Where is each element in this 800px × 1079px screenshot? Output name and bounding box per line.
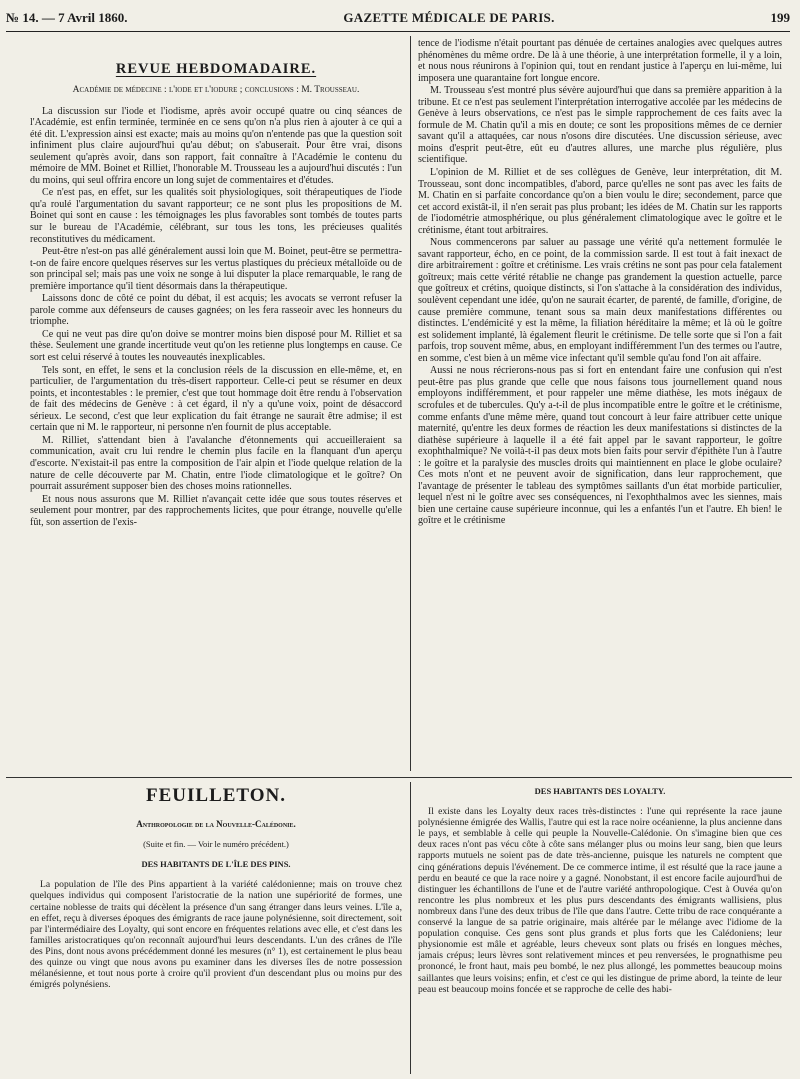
issue-date: № 14. — 7 Avril 1860.	[6, 10, 128, 25]
feuilleton-title: FEUILLETON.	[146, 786, 286, 806]
column-divider	[410, 782, 411, 1074]
feuilleton-subtitle: Anthropologie de la Nouvelle-Calédonie.	[136, 819, 296, 830]
section-heading: DES HABITANTS DE L'ÎLE DES PINS.	[141, 859, 291, 870]
revue-column-right	[418, 38, 782, 771]
section-heading: DES HABITANTS DES LOYALTY.	[534, 786, 666, 796]
feuilleton-column-left	[30, 786, 402, 1072]
paragraph: Peut-être n'est-on pas allé généralement aussi loin que M. Boinet, peut-être se permettra-t-on de faire encore quelques réserves sur les vertus plastiques du précieux métalloïde ou de son principal sel; mais pas une voix ne songe à lui disputer la place remarquable, le rang de première importance qu'il tient désormais dans la thérapeutique.	[30, 246, 402, 292]
page-number: 199	[770, 10, 790, 25]
revue-column-left	[30, 62, 402, 770]
paragraph: tence de l'iodisme n'était pourtant pas dénuée de certaines analogies avec quelques autres phénomènes du même ordre. De là à une théorie, à une interprétation formelle, il y a loin, et nous nous réunirons à l'opinion qui, tout en rendant justice à l'aperçu en lui-même, lui imposera une quarantaine fort longue encore.	[418, 38, 782, 84]
paragraph: Il existe dans les Loyalty deux races très-distinctes : l'une qui représente la race jaune polynésienne émigrée des Wallis, l'autre qui est la race noire océanienne, la plus ancienne dans le pays, et semblable à celle qui peuple la Nouvelle-Calédonie. On s'imagine bien que ces deux races n'ont pas vécu côte à côte sans mélanger plus ou moins leur sang, bien que leurs rapports mutuels ne soient pas de date très-ancienne, puisque les naturels ne comptent que cinq générations depuis l'événement. De ce commerce intime, il est résulté que la race jaune a perdu en beauté ce que la race noire y a gagné. Nonobstant, il est encore facile aujourd'hui de distinguer les échantillons de l'une et de l'autre variété anthropologique. C'est à Ouvéa qu'on rencontre les plus nombreux et les plus purs descendants des émigrants wallisiens, plus nombreux dans l'une des deux tribus de l'île que dans l'autre. Cette tribu de race conquérante a conservé la langue de sa patrie originaire, mais altérée par le mélange avec l'idiome de la population conquise. Ces gens sont plus grands et plus forts que les Calédoniens; leur physionomie est mâle et agréable, leurs cheveux sont plats ou frisés en longues mèches, jamais crépus; leurs lèvres sont relativement minces et peu renversées, le prognathisme peu prononcé, le front haut, mais peu bombé, le nez plus allongé, les pommettes beaucoup moins saillantes que leurs voisins; enfin, et c'est ce qui les distingue de prime abord, la teinte de leur peau est beaucoup moins foncée et se rapproche de celle des habi-	[418, 806, 782, 995]
paragraph: La population de l'île des Pins appartient à la variété calédonienne; mais on trouve chez quelques individus qui composent l'aristocratie de la nation une supériorité de formes, une certaine noblesse de traits qui décèlent la présence d'un sang étranger dans leurs veines. L'île a, en effet, reçu à diverses époques des émigrants de race jaune polynésienne, soit directement, soit par l'intermédiaire des Loyalty, qui sont encore en fréquentes relations avec elle, et c'est dans les familles aristocratiques qu'on reconnaît aujourd'hui leurs descendants. L'un des crânes de l'île des Pins, dont nous avons précédemment donné les mesures (n° 1), est certainement le plus beau des quinze ou vingt que nous avons pu examiner dans les diverses îles de notre possession mélanésienne, et tout nous porte à croire qu'il provient d'un descendant plus ou moins pur des émigrés polynésiens.	[30, 879, 402, 991]
paragraph: M. Trousseau s'est montré plus sévère aujourd'hui que dans sa première apparition à la tribune. Et ce n'est pas seulement l'interprétation interrogative accolée par les médecins de Genève à leurs observations, ce n'est pas le simple rapprochement de ces faits avec la formule de M. Chatin qu'il a mis en doute; ce sont les propositions mêmes de ce dernier savant qu'il a attaquées, car nous n'osons dire discutées. Une discussion sérieuse, avec moins d'esprit peut-être, eût eu d'autres allures, une marche plus régulière, plus scientifique.	[418, 85, 782, 166]
paragraph: Laissons donc de côté ce point du débat, il est acquis; les avocats se verront refuser la parole comme aux défenseurs de causes gagnées; on les fera rasseoir avec les honneurs du triomphe.	[30, 293, 402, 328]
page-header	[6, 10, 790, 32]
column-divider	[410, 36, 411, 771]
paragraph: Ce qui ne veut pas dire qu'on doive se montrer moins bien disposé pour M. Rilliet et sa thèse. Seulement une grande incertitude veut qu'on les retienne plus longtemps en cause. Ce sort est celui réservé à toutes les nouveautés inexplicables.	[30, 328, 402, 364]
paragraph: Tels sont, en effet, le sens et la conclusion réels de la discussion en elle-même, et, en particulier, de l'argumentation du très-disert rapporteur. Celle-ci peut se résumer en deux points, et incontestables : le premier, c'est que tout hommage doit être rendu à l'observation de fait des médecins de Genève : à cet égard, il n'y a qu'une voix, point de désaccord sérieux. Le second, c'est que leur explication du fait étrange ne saurait être admise; il est certain que ni M. le rapporteur, ni personne n'en fournit de plus acceptable.	[30, 364, 402, 434]
paragraph: Nous commencerons par saluer au passage une vérité qu'a nettement formulée le savant rapporteur, écho, en ce point, de la commission sarde. Il est tout à fait inexact de dire arbitrairement : goître et crétinisme. Les vrais crétins ne sont pas pour cela fatalement goîtreux; mais cette vérité rétablie ne change pas grandement la question actuelle, parce que goîtreux et crétins, quoique distincts, si l'on s'attache à la considération des individus, soulèvent cependant une idée, qu'on ne saurait écarter, de parenté, de famille, d'origine, de cause première commune, tenant sous sa main deux manifestations différentes ou distinctes. L'endémicité y est la même, la filiation héréditaire la même; et là où le goître est solidement implanté, là également fleurit le crétinisme. De telle sorte que si l'on a fait parfois, trop souvent même, abus, en employant indifféremment l'un des termes ou l'autre, en somme, c'est bien à un même vice infectant qu'il semble qu'au fond l'on ait affaire.	[418, 237, 782, 364]
paragraph: M. Rilliet, s'attendant bien à l'avalanche d'étonnements qui accueilleraient sa communication, avait cru lui rendre le chemin plus facile en la flanquant d'un aperçu d'escorte. N'existait-il pas entre la composition de l'air alpin et l'iode quelque relation de la nature de celle découverte par M. Chatin, entre l'iode climatologique et le goître? On pourrait assurément supposer bien des choses moins rationnelles.	[30, 434, 402, 493]
revue-subtitle: Académie de médecine : l'iode et l'iodure ; conclusions : M. Trousseau.	[72, 84, 360, 95]
paragraph: Ce n'est pas, en effet, sur les qualités soit physiologiques, soit thérapeutiques de l'iode qu'a roulé l'argumentation du savant rapporteur; ce ne sont plus les propositions de M. Boinet qui sont en cause : les témoignages les plus favorables sont tombés de toutes parts sur le bureau de l'Académie, célébrant, sur tous les tons, les précieuses qualités reconstitutives du médicament.	[30, 187, 402, 245]
revue-title: REVUE HEBDOMADAIRE.	[115, 62, 317, 77]
feuilleton-column-right	[418, 786, 782, 1074]
feuilleton-note: (Suite et fin. — Voir le numéro précédent.)	[143, 839, 289, 850]
paragraph: L'opinion de M. Rilliet et de ses collègues de Genève, leur interprétation, dit M. Trousseau, sont donc incompatibles, d'abord, parce qu'elles ne sont pas avec les faits de M. Chatin en si parfaite concordance qu'on a bien voulu le dire; secondement, parce que cet accord existât-il, il n'en serait pas plus probant; les idées de M. Chatin sur les rapports de l'iodométrie atmosphérique, ou plus généralement climatologique avec le goître et le crétinisme, étant tout arbitraires.	[418, 167, 782, 236]
paragraph: Aussi ne nous récrierons-nous pas si fort en entendant faire une confusion qui n'est peut-être pas plus grande que celle que nous faisons tous journellement quand nous employons indifféremment, et pour rappeler une même diathèse, les mots inégaux de scrofules et de tubercules. Qu'y a-t-il de plus incompatible entre le goître et le crétinisme, comme enfants d'une même mère, quand tout concourt à leur faire attribuer cette unique maternité, qu'entre les deux formes de réaction les deux manifestations si distinctes de la diathèse supérieure à laquelle il a été fait appel par le savant rapporteur, le goître exophthalmique? Ne voilà-t-il pas deux mots bien faits pour servir d'épithète l'un à l'autre : le goître et la paralysie des muscles droits qui maintiennent en place le globe oculaire? Ces mots n'ont et ne peuvent avoir de signification, dans leur rapprochement, que l'avantage de présenter le tableau des symptômes saillants d'un état morbide particulier, lequel n'est ni le goître avec ses conséquences, ni l'exophthalmos avec les siennes, mais bien une certaine cause supérieure inconnue, qui les a enfantés l'un et l'autre. Eh bien! le goître et le crétinisme	[418, 365, 782, 527]
feuilleton-separator	[6, 777, 792, 778]
paragraph: La discussion sur l'iode et l'iodisme, après avoir occupé quatre ou cinq séances de l'Académie, est enfin terminée, terminée en ce sens qu'on n'a plus rien à ajouter à ce qui a été dit. L'expression ainsi est exacte; mais au moins qu'on n'entende pas que la question soit infiniment plus claire aujourd'hui qu'au début; on s'abuserait. Pour être vrai, disons seulement qu'après avoir, dans son rapport, fait connaître à l'Académie le contenu du mémoire de MM. Boinet et Rilliet, l'honorable M. Trousseau les a aujourd'hui discutés : l'un du moins, qui seul offrira encore un long sujet de commentaires et d'études.	[30, 105, 402, 186]
paragraph: Et nous nous assurons que M. Rilliet n'avançait cette idée que sous toutes réserves et seulement pour montrer, par des rapprochements licites, que pour étrange, nouvelle qu'elle fût, son assertion de l'exis-	[30, 493, 402, 528]
journal-title: GAZETTE MÉDICALE DE PARIS.	[343, 10, 555, 25]
